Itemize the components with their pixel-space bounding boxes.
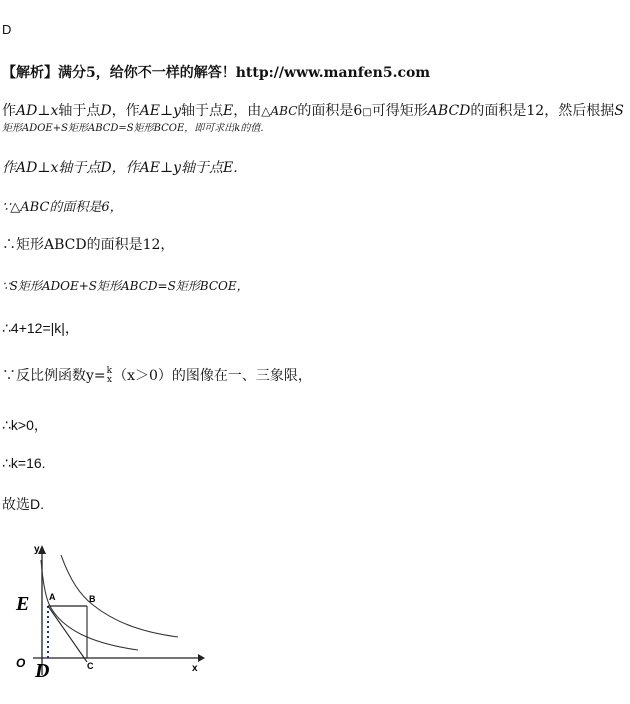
label-O: O — [16, 656, 26, 670]
step-6 — [2, 365, 312, 385]
step-8: ∴k=16. — [2, 455, 46, 471]
step-3: ∴矩形ABCD的面积是12， — [2, 237, 175, 253]
fraction-numerator: k — [106, 366, 113, 376]
step-1: 作AD⊥x轴于点D，作AE⊥y轴于点E. — [2, 160, 238, 176]
answer-line: D — [2, 22, 12, 37]
label-E: E — [16, 593, 30, 615]
outer-curve — [61, 555, 178, 637]
label-x: x — [192, 663, 198, 674]
analysis-math: D — [100, 103, 112, 119]
analysis-text: 作 — [2, 103, 16, 119]
analysis-line-2: 矩形ADOE+S矩形ABCD=S矩形BCOE，即可求出k的值. — [2, 123, 264, 134]
fraction-denominator: x — [106, 375, 112, 385]
step-6-text-tail: （x＞0）的图像在一、三象限， — [113, 368, 312, 384]
solution-header: 【解析】满分5，给你不一样的解答！http://www.manfen5.com — [2, 65, 431, 81]
label-C: C — [87, 661, 94, 671]
analysis-math: AE⊥y — [139, 103, 182, 119]
x-axis-arrow — [198, 654, 205, 662]
conclusion: 故选D. — [2, 496, 44, 512]
label-y: y — [34, 544, 40, 555]
analysis-math: S — [614, 103, 624, 119]
analysis-text: 的面积是12，然后根据 — [470, 103, 615, 119]
analysis-math: △ABC — [261, 104, 298, 118]
label-A: A — [49, 592, 56, 602]
analysis-text: ，由 — [233, 103, 262, 119]
analysis-text: 轴于点 — [58, 103, 101, 119]
step-5: ∴4+12=|k|， — [2, 320, 79, 336]
step-4: ∵S矩形ADOE+S矩形ABCD=S矩形BCOE， — [2, 279, 249, 293]
fraction-k-over-x — [107, 367, 112, 385]
placeholder-box: □ — [362, 107, 372, 118]
analysis-line-1 — [2, 100, 624, 120]
inner-curve — [41, 560, 138, 650]
step-2: ∵△ABC的面积是6， — [2, 200, 123, 215]
analysis-text: 可得矩形 — [371, 103, 428, 119]
label-B: B — [89, 594, 96, 604]
analysis-math: AD⊥x — [16, 103, 59, 119]
step-7: ∴k>0， — [2, 417, 48, 433]
label-D: D — [35, 660, 50, 682]
analysis-text: ，作 — [111, 103, 140, 119]
analysis-math: E — [223, 103, 234, 119]
step-6-text: ∵反比例函数y= — [2, 368, 106, 384]
analysis-math: ABCD — [427, 103, 471, 119]
analysis-text: 轴于点 — [181, 103, 224, 119]
coordinate-figure — [8, 540, 208, 690]
analysis-text: 的面积是6 — [297, 103, 363, 119]
